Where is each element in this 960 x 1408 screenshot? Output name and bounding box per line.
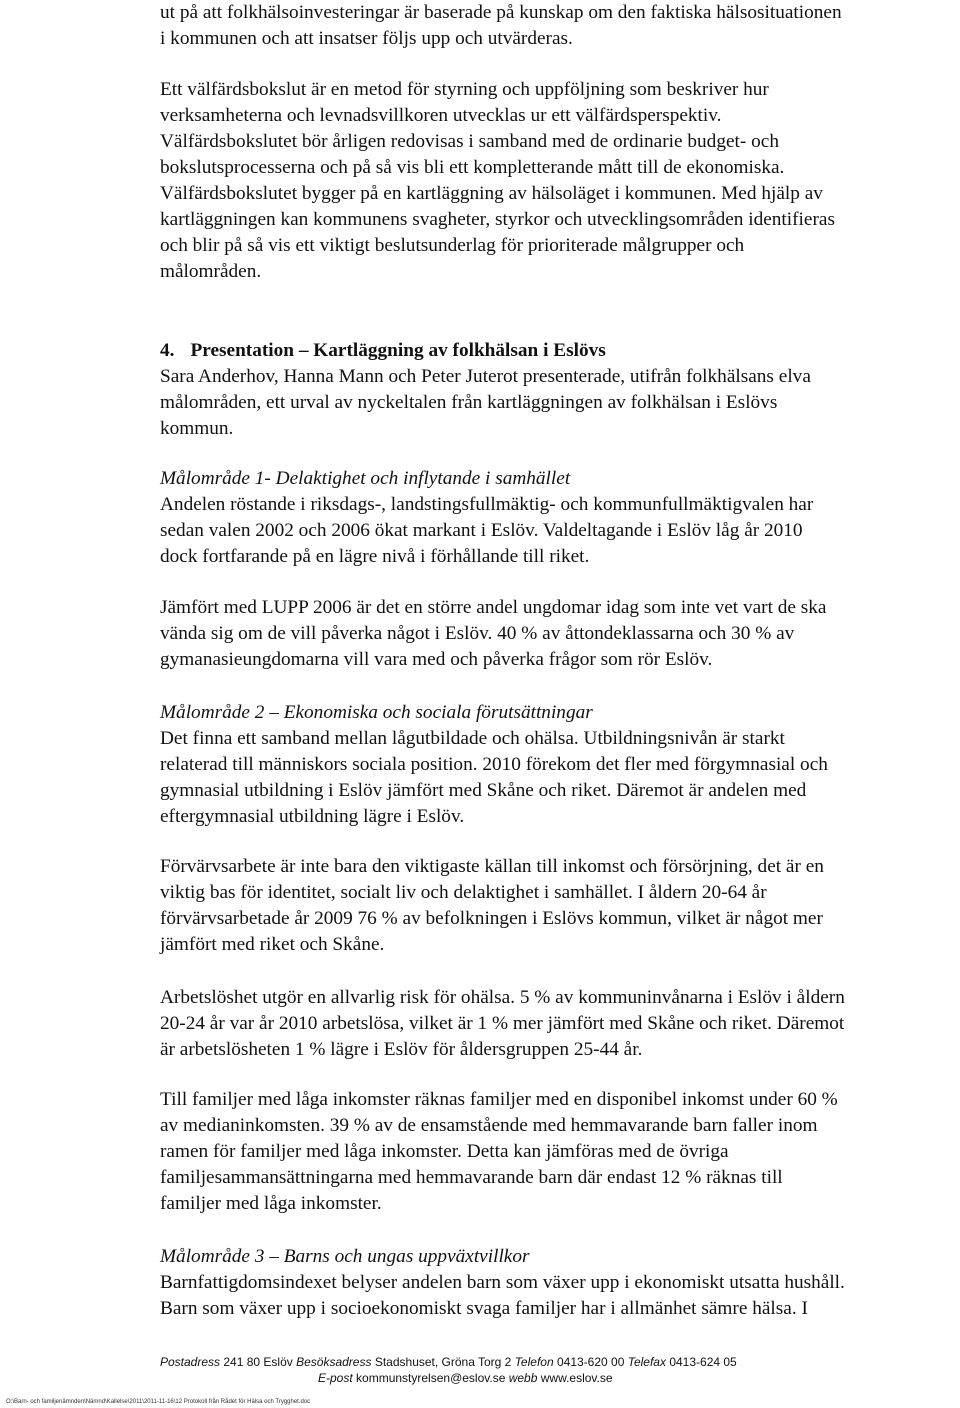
text-line: verksamheterna och levnadsvillkoren utvecklas ur ett välfärdsperspektiv. — [160, 105, 722, 126]
text-line: och blir på så vis ett viktigt beslutsunderlag för prioriterade målgrupper och — [160, 235, 745, 256]
text-line: målområden. — [160, 261, 262, 282]
document-file-path: O:\Barn- och familjenämnden\Nämnd\Kallelse\2011\2011-11-16\12 Protokoll från Rådet för Hälsa och Trygghet.doc — [6, 1399, 311, 1405]
text-line: dock fortfarande på en lägre nivå i förhållande till riket. — [160, 546, 590, 567]
text-line: Välfärdsbokslutet bygger på en kartläggning av hälsoläget i kommunen. Med hjälp av — [160, 183, 823, 204]
section-4 — [160, 338, 960, 442]
text-line: gymanasieungdomarna vill vara med och påverka frågor som rör Eslöv. — [160, 649, 713, 670]
text-line: jämfört med riket och Skåne. — [160, 934, 385, 955]
text-line: ut på att folkhälsoinvesteringar är baserade på kunskap om den faktiska hälsosituationen — [160, 2, 842, 23]
page-footer — [160, 1354, 860, 1386]
epost-label: E-post — [318, 1371, 353, 1385]
malomrade-3 — [160, 1244, 960, 1322]
text-line: Till familjer med låga inkomster räknas familjer med en disponibel inkomst under 60 % — [160, 1089, 838, 1110]
text-line: Välfärdsbokslutet bör årligen redovisas i samband med de ordinarie budget- och — [160, 131, 779, 152]
footer-row-contact — [160, 1370, 860, 1386]
text-line: Det finna ett samband mellan lågutbildade och ohälsa. Utbildningsnivån är starkt — [160, 728, 785, 749]
text-line: Barnfattigdomsindexet belyser andelen barn som växer upp i ekonomiskt utsatta hushåll. — [160, 1272, 845, 1293]
malomrade-1 — [160, 466, 960, 570]
text-line: bokslutsprocesserna och på så vis bli ett kompletterande mått till de ekonomiska. — [160, 157, 785, 178]
webb-link[interactable]: www.eslov.se — [540, 1371, 613, 1385]
text-line: Andelen röstande i riksdags-, landstingsfullmäktig- och kommunfullmäktigvalen har — [160, 494, 814, 515]
webb-label: webb — [508, 1371, 538, 1385]
malomrade-2 — [160, 700, 960, 830]
text-line: familjer med låga inkomster. — [160, 1193, 382, 1214]
text-line: ramen för familjer med låga inkomster. Detta kan jämföras med de övriga — [160, 1141, 729, 1162]
telefax-label: Telefax — [627, 1355, 666, 1369]
besoksadress-value: Stadshuset, Gröna Torg 2 — [374, 1355, 512, 1369]
malomrade-2-paragraph-2 — [160, 854, 960, 958]
text-line: sedan valen 2002 och 2006 ökat markant i Eslöv. Valdeltagande i Eslöv låg år 2010 — [160, 520, 803, 541]
paragraph-intro — [160, 0, 960, 52]
section-number: 4. — [160, 340, 175, 361]
text-line: Jämfört med LUPP 2006 är det en större andel ungdomar idag som inte vet vart de ska — [160, 597, 827, 618]
text-line: kartläggningen kan kommunens svagheter, styrkor och utvecklingsområden identifieras — [160, 209, 835, 230]
text-line: relaterad till människors sociala position. 2010 förekom det fler med förgymnasial och — [160, 754, 828, 775]
text-line: familjesammansättningarna med hemmavarande barn där endast 12 % räknas till — [160, 1167, 783, 1188]
footer-row-address — [160, 1354, 860, 1370]
besoksadress-label: Besöksadress — [296, 1355, 372, 1369]
text-line: eftergymnasial utbildning lägre i Eslöv. — [160, 806, 465, 827]
subsection-heading: Målområde 1- Delaktighet och inflytande i samhället — [160, 468, 571, 489]
subsection-heading: Målområde 3 – Barns och ungas uppväxtvillkor — [160, 1246, 530, 1267]
text-line: 20-24 år var år 2010 arbetslösa, vilket är 1 % mer jämfört med Skåne och riket. Däremot — [160, 1013, 845, 1034]
text-line: är arbetslösheten 1 % lägre i Eslöv för åldersgruppen 25-44 år. — [160, 1039, 643, 1060]
telefon-label: Telefon — [514, 1355, 554, 1369]
epost-link[interactable]: kommunstyrelsen@eslov.se — [356, 1371, 506, 1385]
text-line: vända sig om de vill påverka något i Eslöv. 40 % av åttondeklassarna och 30 % av — [160, 623, 795, 644]
text-line: Barn som växer upp i socioekonomiskt svaga familjer har i allmänhet sämre hälsa. I — [160, 1298, 808, 1319]
telefon-value: 0413-620 00 — [556, 1355, 625, 1369]
text-line: målområden, ett urval av nyckeltalen från kartläggningen av folkhälsan i Eslövs — [160, 392, 778, 413]
text-line: i kommunen och att insatser följs upp och utvärderas. — [160, 28, 573, 49]
text-line: av medianinkomsten. 39 % av de ensamstående med hemmavarande barn faller inom — [160, 1115, 818, 1136]
postadress-value: 241 80 Eslöv — [223, 1355, 293, 1369]
postadress-label: Postadress — [160, 1355, 221, 1369]
section-heading — [160, 338, 960, 364]
subsection-heading: Målområde 2 – Ekonomiska och sociala förutsättningar — [160, 702, 593, 723]
telefax-value: 0413-624 05 — [669, 1355, 737, 1369]
text-line: förvärvsarbetade år 2009 76 % av befolkningen i Eslövs kommun, vilket är något mer — [160, 908, 823, 929]
paragraph-valfardsbokslut — [160, 77, 960, 285]
malomrade-2-paragraph-3 — [160, 985, 960, 1063]
malomrade-1-paragraph-2 — [160, 595, 960, 673]
text-line: gymnasial utbildning i Eslöv jämfört med Skåne och riket. Däremot är andelen med — [160, 780, 807, 801]
text-line: viktig bas för identitet, socialt liv och delaktighet i samhället. I åldern 20-64 år — [160, 882, 767, 903]
text-line: kommun. — [160, 418, 234, 439]
text-line: Ett välfärdsbokslut är en metod för styrning och uppföljning som beskriver hur — [160, 79, 769, 100]
text-line: Förvärvsarbete är inte bara den viktigaste källan till inkomst och försörjning, det är en — [160, 856, 824, 877]
text-line: Sara Anderhov, Hanna Mann och Peter Juterot presenterade, utifrån folkhälsans elva — [160, 366, 811, 387]
text-line: Arbetslöshet utgör en allvarlig risk för ohälsa. 5 % av kommuninvånarna i Eslöv i åldern — [160, 987, 845, 1008]
malomrade-2-paragraph-4 — [160, 1087, 960, 1217]
section-title: Presentation – Kartläggning av folkhälsan i Eslövs — [190, 340, 606, 361]
